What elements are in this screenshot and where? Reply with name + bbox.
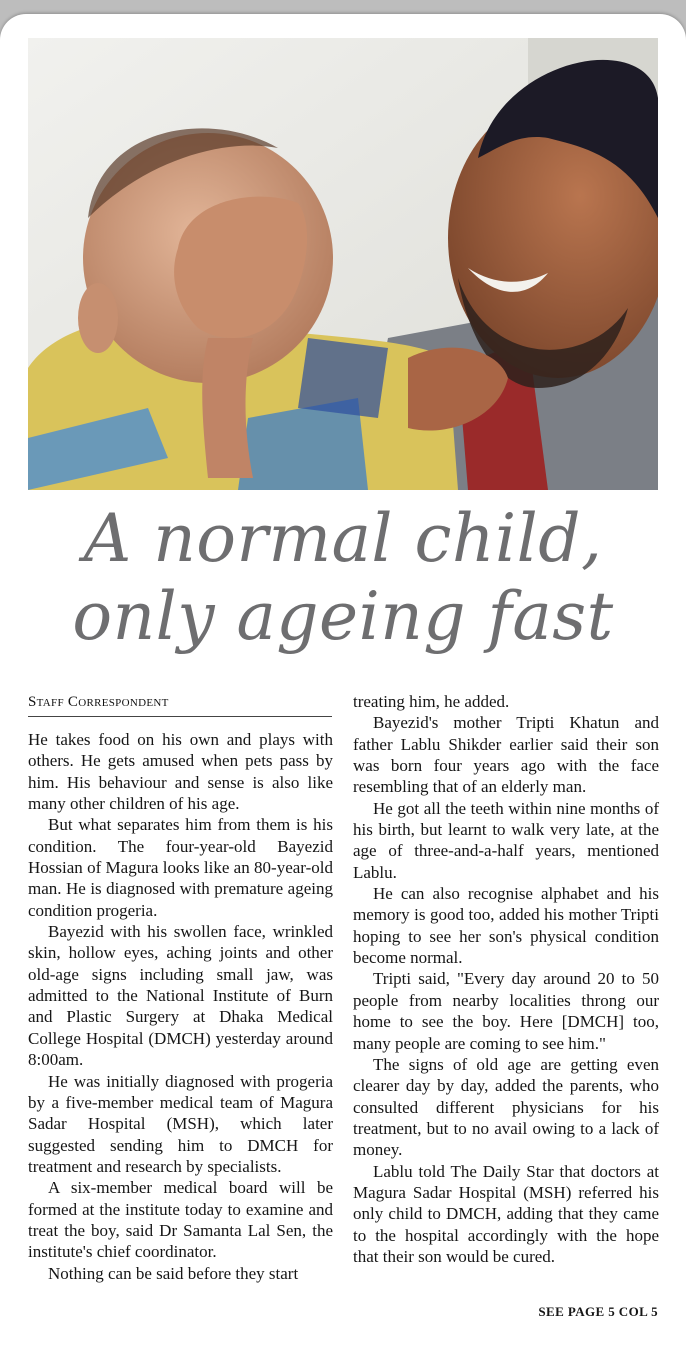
- paragraph: Bayezid with his swollen face, wrinkled skin, hollow eyes, aching joints and other old-age signs including small jaw, was admitted to the National Institute of Burn and Plastic Surgery at Dhaka Medical College Hospital (DMCH) yesterday around 8:00am.: [28, 922, 333, 1070]
- paragraph: Lablu told The Daily Star that doctors at Magura Sadar Hospital (MSH) referred his only child to DMCH, adding that they came to the hospital accordingly with the hope that their son would be cured.: [353, 1161, 659, 1266]
- paragraph: He takes food on his own and plays with others. He gets amused when pets pass by him. His behaviour and sense is also like many other children of his age.: [28, 730, 333, 814]
- headline-line-1: A normal child,: [83, 500, 603, 577]
- paragraph: A six-member medical board will be formed at the institute today to examine and treat the boy, said Dr Samanta Lal Sen, the institute's chief coordinator.: [28, 1178, 333, 1262]
- headline: [0, 500, 686, 656]
- paragraph: He can also recognise alphabet and his memory is good too, added his mother Tripti hoping to see her son's physical condition become normal.: [353, 884, 659, 968]
- headline-line-2: only ageing fast: [72, 578, 614, 655]
- paragraph: He got all the teeth within nine months of his birth, but learnt to walk very late, at the age of three-and-a-half years, mentioned Lablu.: [353, 798, 659, 882]
- article-column-1: [28, 729, 333, 1284]
- continuation-note: SEE PAGE 5 COL 5: [538, 1304, 658, 1319]
- article-column-2: [353, 691, 659, 1267]
- paragraph: Tripti said, "Every day around 20 to 50 people from nearby localities throng our home to see the boy. Here [DMCH] too, many people are coming to see him.": [353, 969, 659, 1053]
- byline: Staff Correspondent: [28, 694, 332, 717]
- paragraph: But what separates him from them is his condition. The four-year-old Bayezid Hossian of Magura looks like an 80-year-old man. He is diagnosed with premature ageing condition progeria.: [28, 815, 333, 920]
- paragraph: treating him, he added.: [353, 692, 510, 711]
- paragraph: He was initially diagnosed with progeria by a five-member medical team of Magura Sadar Hospital (MSH), which later suggested sending him to DMCH for treatment and research by specialists.: [28, 1071, 333, 1176]
- paragraph: Nothing can be said before they start: [48, 1263, 299, 1283]
- paragraph: Bayezid's mother Tripti Khatun and father Lablu Shikder earlier said their son was born four years ago with the face resembling that of an elderly man.: [353, 713, 659, 797]
- news-photo: [28, 38, 658, 490]
- photo-illustration: [28, 38, 658, 490]
- paragraph: The signs of old age are getting even clearer day by day, added the parents, who consulted different physicians for his treatment, but to no avail owing to a lack of money.: [353, 1054, 659, 1160]
